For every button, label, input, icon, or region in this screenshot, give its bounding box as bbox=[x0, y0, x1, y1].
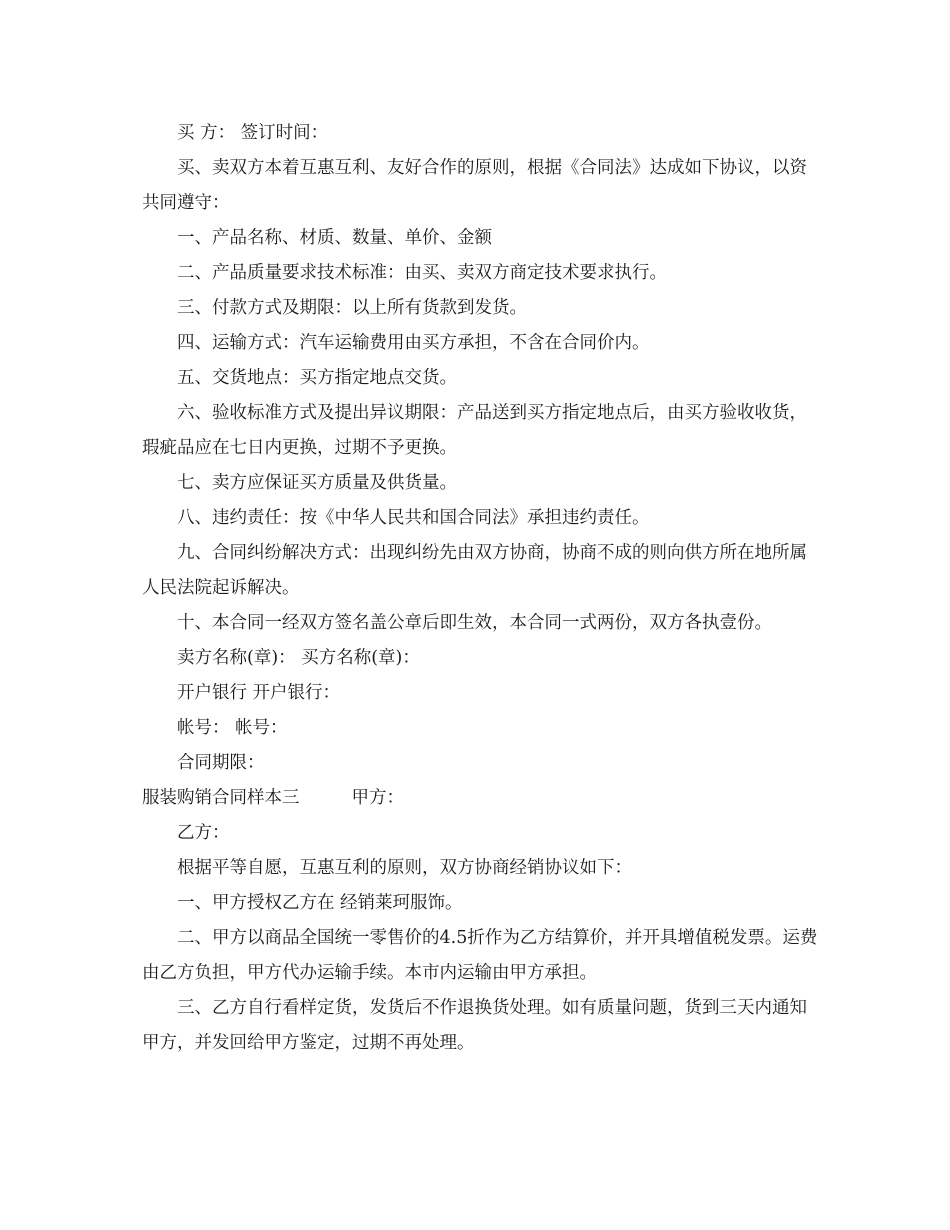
seller-buyer-names: 卖方名称(章)： 买方名称(章)： bbox=[177, 648, 420, 668]
contract-period: 合同期限： bbox=[177, 753, 265, 773]
party-a-label: 甲方： bbox=[351, 788, 404, 808]
buyer-and-signing-date: 买 方： 签订时间： bbox=[177, 123, 329, 143]
account-numbers: 帐号： 帐号： bbox=[177, 718, 288, 738]
clause-1-product-info: 一、产品名称、材质、数量、单价、金额 bbox=[177, 228, 492, 248]
clause-5-delivery-location: 五、交货地点：买方指定地点交货。 bbox=[177, 368, 457, 388]
section-heading-line bbox=[142, 781, 822, 816]
clause-b2-settlement-price: 二、甲方以商品全国统一零售价的4.5折作为乙方结算价，并开具增值税发票。运费由乙方负担，甲方代办运输手续。本市内运输由甲方承担。 bbox=[142, 928, 818, 983]
contract-preamble: 买、卖双方本着互惠互利、友好合作的原则，根据《合同法》达成如下协议，以资共同遵守： bbox=[142, 158, 807, 213]
clause-3-payment-terms: 三、付款方式及期限：以上所有货款到发货。 bbox=[177, 298, 527, 318]
clause-6-acceptance: 六、验收标准方式及提出异议期限：产品送到买方指定地点后，由买方验收收货，瑕疵品应在七日内更换，过期不予更换。 bbox=[142, 403, 807, 458]
clause-9-dispute-resolution: 九、合同纠纷解决方式：出现纠纷先由双方协商，协商不成的则向供方所在地所属人民法院起诉解决。 bbox=[142, 543, 807, 598]
section-title: 服装购销合同样本三 bbox=[142, 788, 300, 808]
clause-b3-ordering: 三、乙方自行看样定货，发货后不作退换货处理。如有质量问题，货到三天内通知甲方，并发回给甲方鉴定，过期不再处理。 bbox=[142, 998, 807, 1053]
clause-10-effectiveness: 十、本合同一经双方签名盖公章后即生效，本合同一式两份，双方各执壹份。 bbox=[177, 613, 772, 633]
agreement-intro: 根据平等自愿，互惠互利的原则，双方协商经销协议如下： bbox=[177, 858, 632, 878]
clause-8-liability: 八、违约责任：按《中华人民共和国合同法》承担违约责任。 bbox=[177, 508, 650, 528]
clause-4-transport: 四、运输方式：汽车运输费用由买方承担，不含在合同价内。 bbox=[177, 333, 650, 353]
bank-accounts: 开户银行 开户银行： bbox=[177, 683, 341, 703]
clause-7-supply-guarantee: 七、卖方应保证买方质量及供货量。 bbox=[177, 473, 457, 493]
clause-b1-authorization: 一、甲方授权乙方在 经销莱珂服饰。 bbox=[177, 893, 463, 913]
party-b-label: 乙方： bbox=[177, 823, 230, 843]
clause-2-quality-standard: 二、产品质量要求技术标准：由买、卖双方商定技术要求执行。 bbox=[177, 263, 667, 283]
